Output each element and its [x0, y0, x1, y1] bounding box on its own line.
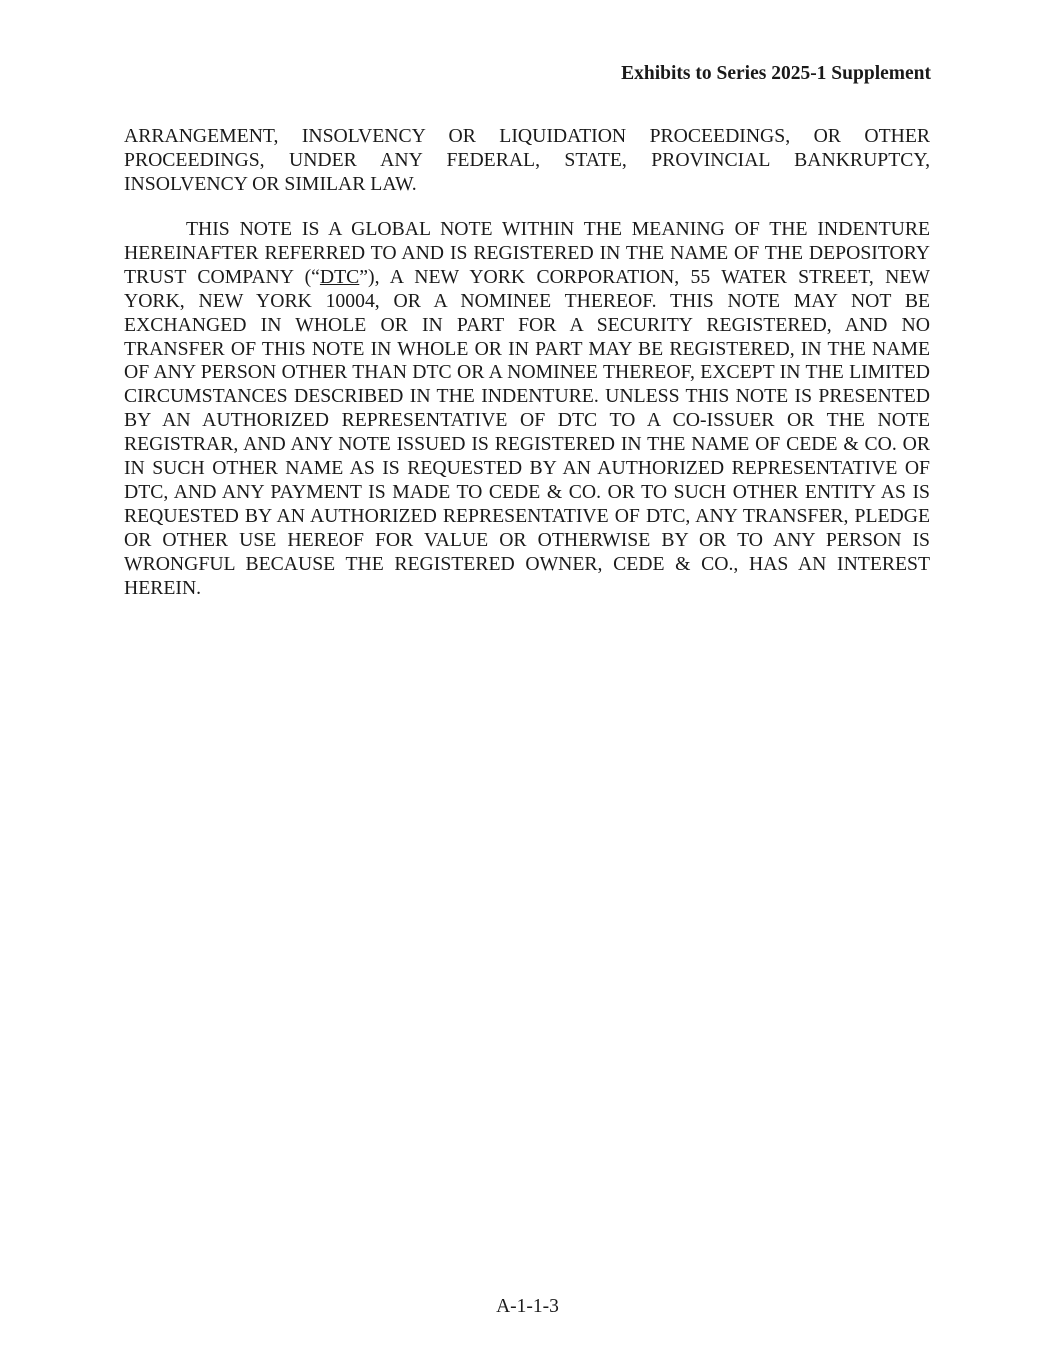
paragraph-text-before-term: THIS NOTE IS A GLOBAL NOTE WITHIN THE MEANING OF THE INDENTURE HEREINAFTER REFERRED TO AND IS REGISTERED IN THE NAME OF THE DEPOSITORY TRUST COMPANY (“ [124, 218, 930, 288]
page-number: A-1-1-3 [496, 1296, 559, 1317]
paragraph-text-after-term: ”), A NEW YORK CORPORATION, 55 WATER STREET, NEW YORK, NEW YORK 10004, OR A NOMINEE THEREOF. THIS NOTE MAY NOT BE EXCHANGED IN WHOLE OR IN PART FOR A SECURITY REGISTERED, AND NO TRANSFER OF THIS NOTE IN WHOLE OR IN PART MAY BE REGISTERED, IN THE NAME OF ANY PERSON OTHER THAN DTC OR A NOMINEE THEREOF, EXCEPT IN THE LIMITED CIRCUMSTANCES DESCRIBED IN THE INDENTURE. UNLESS THIS NOTE IS PRESENTED BY AN AUTHORIZED REPRESENTATIVE OF DTC TO A CO-ISSUER OR THE NOTE REGISTRAR, AND ANY NOTE ISSUED IS REGISTERED IN THE NAME OF CEDE & CO. OR IN SUCH OTHER NAME AS IS REQUESTED BY AN AUTHORIZED REPRESENTATIVE OF DTC, AND ANY PAYMENT IS MADE TO CEDE & CO. OR TO SUCH OTHER ENTITY AS IS REQUESTED BY AN AUTHORIZED REPRESENTATIVE OF DTC, ANY TRANSFER, PLEDGE OR OTHER USE HEREOF FOR VALUE OR OTHERWISE BY OR TO ANY PERSON IS WRONGFUL BECAUSE THE REGISTERED OWNER, CEDE & CO., HAS AN INTEREST HEREIN. [124, 265, 930, 599]
defined-term-dtc: DTC [319, 265, 360, 288]
page-header-title: Exhibits to Series 2025-1 Supplement [621, 63, 931, 84]
paragraph-global-note-legend [124, 218, 930, 601]
paragraph-continuation: ARRANGEMENT, INSOLVENCY OR LIQUIDATION PROCEEDINGS, OR OTHER PROCEEDINGS, UNDER ANY FEDERAL, STATE, PROVINCIAL BANKRUPTCY, INSOLVENCY OR SIMILAR LAW. [124, 125, 930, 195]
